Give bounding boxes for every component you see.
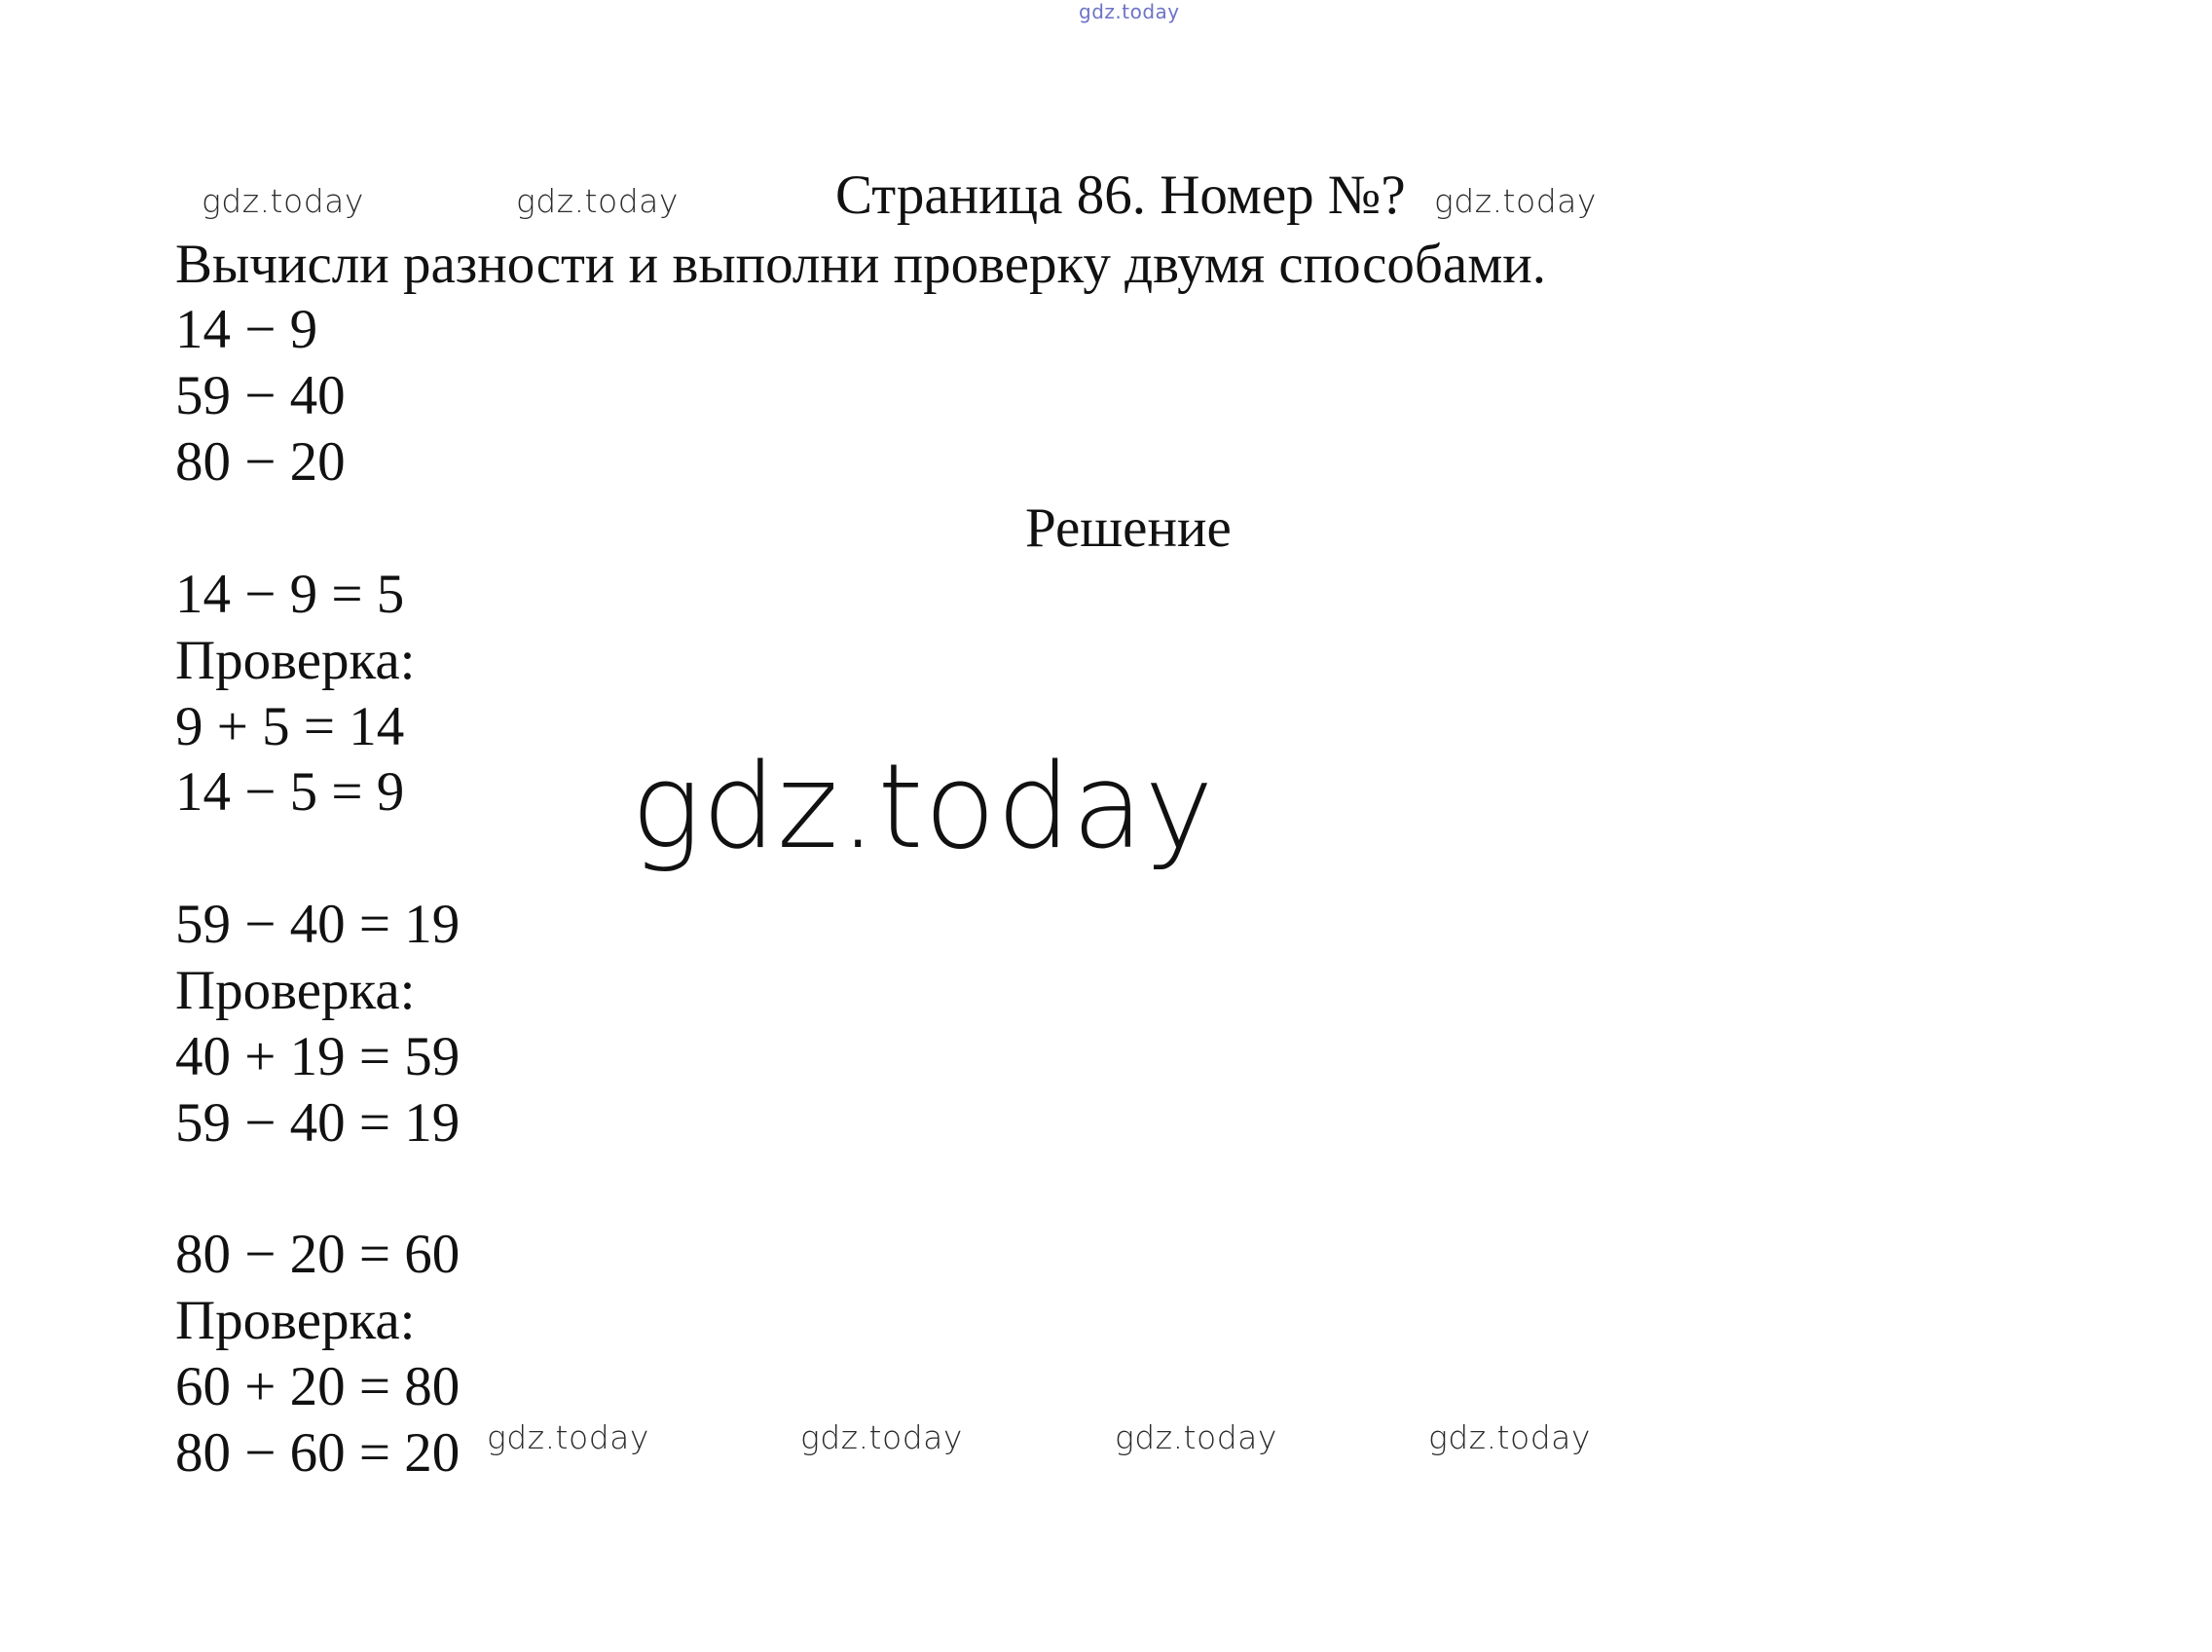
- center-watermark: gdz.today: [631, 740, 1215, 875]
- header-watermark: gdz.today: [202, 182, 364, 220]
- solution-2-check-2: 59 − 40 = 19: [175, 1092, 461, 1154]
- problem-2: 59 − 40: [175, 365, 346, 426]
- solution-heading: Решение: [1025, 497, 1232, 559]
- header-watermark: gdz.today: [516, 182, 679, 220]
- bottom-watermark: gdz.today: [1428, 1418, 1591, 1456]
- solution-1-equation: 14 − 9 = 5: [175, 564, 405, 625]
- page-title: Страница 86. Номер №?: [835, 165, 1406, 226]
- solution-3-check-label: Проверка:: [175, 1290, 416, 1351]
- bottom-watermark: gdz.today: [1115, 1418, 1277, 1456]
- solution-2-equation: 59 − 40 = 19: [175, 894, 461, 955]
- bottom-watermark: gdz.today: [800, 1418, 963, 1456]
- solution-2-check-1: 40 + 19 = 59: [175, 1026, 461, 1087]
- solution-3-check-2: 80 − 60 = 20: [175, 1422, 461, 1484]
- task-text: Вычисли разности и выполни проверку двумя способами.: [175, 234, 1547, 295]
- solution-1-check-2: 14 − 5 = 9: [175, 761, 405, 823]
- solution-1-check-label: Проверка:: [175, 630, 416, 691]
- bottom-watermark: gdz.today: [487, 1418, 649, 1456]
- problem-3: 80 − 20: [175, 431, 346, 493]
- solution-1-check-1: 9 + 5 = 14: [175, 696, 405, 757]
- solution-2-check-label: Проверка:: [175, 960, 416, 1021]
- problem-1: 14 − 9: [175, 299, 318, 360]
- top-watermark: gdz.today: [1079, 0, 1180, 23]
- header-watermark: gdz.today: [1434, 182, 1597, 220]
- solution-3-equation: 80 − 20 = 60: [175, 1224, 461, 1285]
- solution-3-check-1: 60 + 20 = 80: [175, 1356, 461, 1417]
